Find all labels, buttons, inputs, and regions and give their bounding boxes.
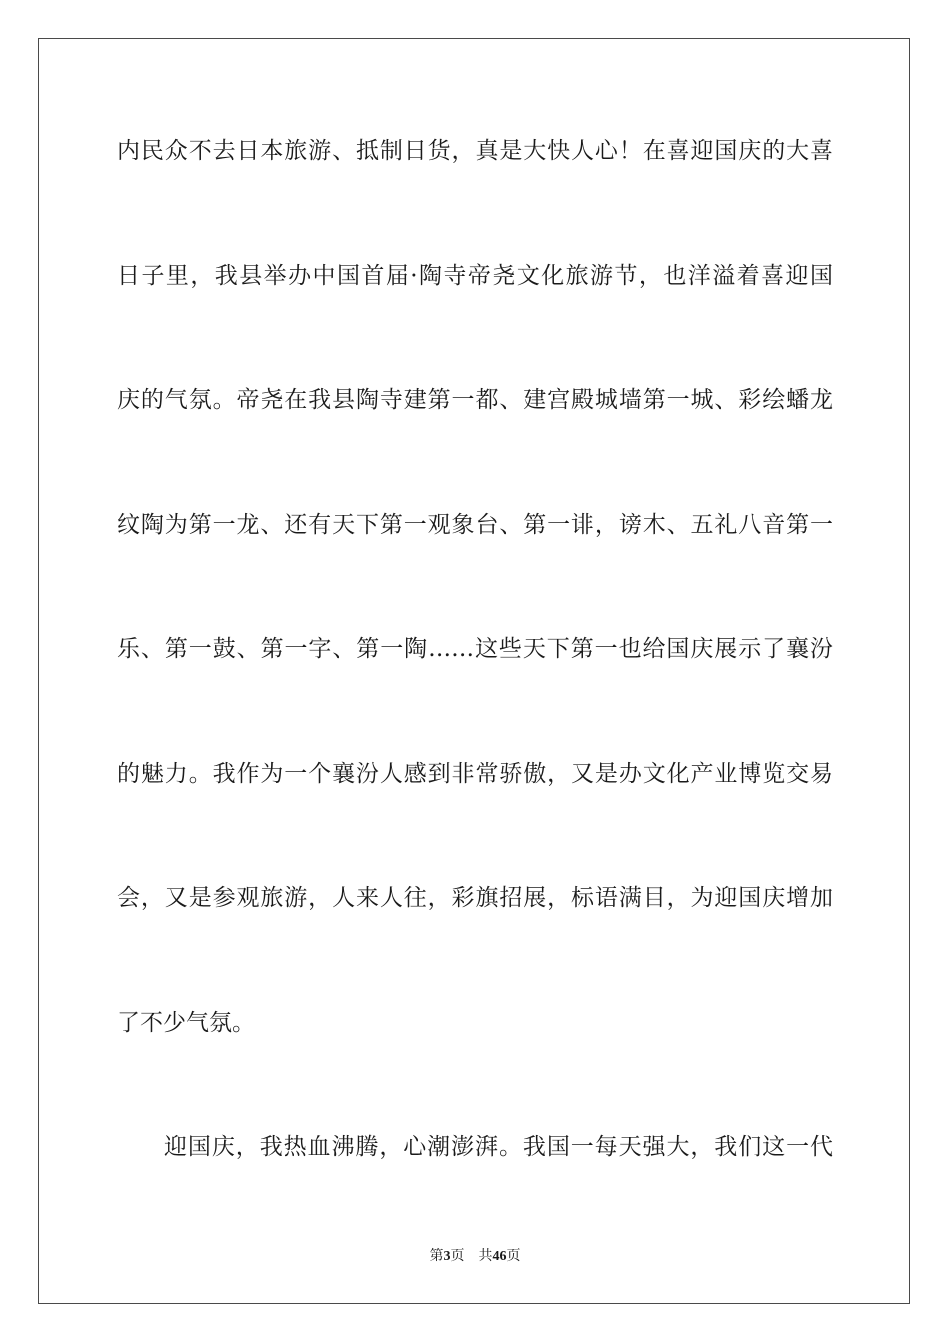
paragraph-line-7: 会，又是参观旅游，人来人往，彩旗招展，标语满目，为迎国庆增加 (117, 885, 833, 911)
total-suffix: 页 (506, 1248, 521, 1264)
total-prefix: 共 (478, 1248, 493, 1264)
page-suffix: 页 (450, 1248, 465, 1264)
page-border (38, 38, 910, 1304)
page-footer (0, 1247, 950, 1266)
paragraph-line-6: 的魅力。我作为一个襄汾人感到非常骄傲，又是办文化产业博览交易 (117, 761, 833, 787)
page-prefix: 第 (429, 1248, 444, 1264)
paragraph-2-line-1: 迎国庆，我热血沸腾，心潮澎湃。我国一每天强大，我们这一代 (164, 1134, 833, 1160)
paragraph-line-2: 日子里，我县举办中国首届·陶寺帝尧文化旅游节，也洋溢着喜迎国 (117, 263, 833, 289)
page-number: 3 (443, 1249, 451, 1264)
total-pages: 46 (492, 1249, 507, 1264)
paragraph-line-8: 了不少气氛。 (117, 1010, 255, 1036)
paragraph-line-1: 内民众不去日本旅游、抵制日货，真是大快人心！在喜迎国庆的大喜 (117, 138, 833, 164)
paragraph-line-5: 乐、第一鼓、第一字、第一陶……这些天下第一也给国庆展示了襄汾 (117, 636, 833, 662)
paragraph-line-4: 纹陶为第一龙、还有天下第一观象台、第一诽，谤木、五礼八音第一 (117, 512, 833, 538)
paragraph-line-3: 庆的气氛。帝尧在我县陶寺建第一都、建宫殿城墙第一城、彩绘蟠龙 (117, 387, 833, 413)
